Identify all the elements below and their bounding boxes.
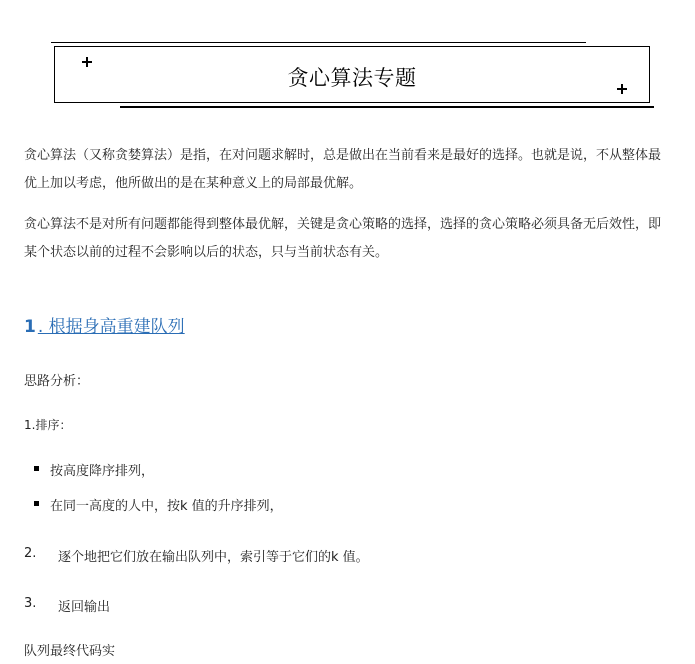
sort-label: 1.排序：: [24, 418, 72, 432]
section-number: 1: [24, 317, 36, 337]
intro-paragraph-2: 贪心算法不是对所有问题都能得到整体最优解，关键是贪心策略的选择，选择的贪心策略必须具备无后效性，即某个状态以前的过程不会影响以后的状态，只与当前状态有关。: [24, 217, 662, 260]
analysis-label: 思路分析：: [24, 374, 90, 389]
cross-ornament-icon: [82, 57, 92, 67]
intro-paragraph-1: 贪心算法（又称贪婪算法）是指，在对问题求解时，总是做出在当前看来是最好的选择。也就是说，不从整体最优上加以考虑，他所做出的是在某种意义上的局部最优解。: [24, 148, 662, 191]
step-text: 逐个地把它们放在输出队列中，索引等于它们的k 值。: [58, 550, 369, 565]
list-item-text: 在同一高度的人中，按k 值的升序排列，: [50, 499, 283, 514]
header-top-rule: [51, 42, 586, 43]
section-heading[interactable]: [24, 312, 185, 337]
bullet-square-icon: [34, 501, 39, 506]
title-frame: [54, 46, 650, 103]
step-number: 3.: [24, 596, 37, 611]
final-code-label: 队列最终代码实: [24, 644, 116, 659]
step-text: 返回输出: [58, 600, 111, 615]
header-bottom-rule: [120, 106, 654, 108]
bullet-square-icon: [34, 466, 39, 471]
page-title: 贪心算法专题: [287, 66, 417, 90]
cross-ornament-icon: [617, 84, 627, 94]
section-title-link[interactable]: . 根据身高重建队列: [37, 317, 185, 337]
list-item-text: 按高度降序排列，: [50, 464, 155, 479]
step-number: 2.: [24, 546, 37, 561]
